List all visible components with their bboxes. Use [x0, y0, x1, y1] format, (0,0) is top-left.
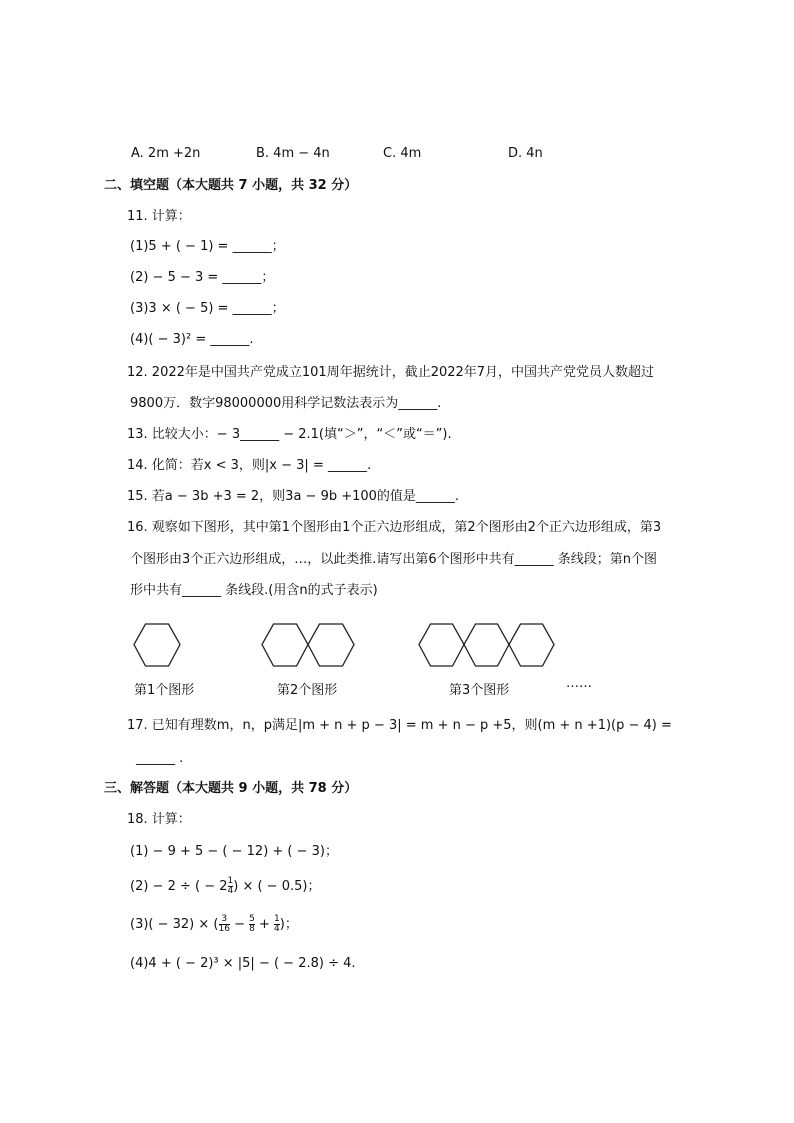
option-d: D. 4n	[508, 146, 543, 161]
hexagon-fig3-2	[464, 624, 509, 666]
fig1-label: 第1个图形	[134, 683, 195, 698]
option-c: C. 4m	[383, 146, 422, 161]
q16-line2: 个图形由3个正六边形组成，…，以此类推.请写出第6个图形中共有______ 条线段；第n个图	[130, 552, 658, 567]
q13: 13. 比较大小：− 3______ − 2.1(填“＞”，“＜”或“＝”).	[127, 427, 452, 442]
q11-part4: (4)( − 3)² = ______.	[130, 332, 254, 347]
q18-part2	[130, 877, 320, 896]
mixed-fraction: $\frac{1}{4}$	[227, 876, 234, 896]
hexagon-fig3-1	[419, 624, 464, 666]
q18-part1: (1) − 9 + 5 − ( − 12) + ( − 3)；	[130, 844, 339, 859]
fig3-label: 第3个图形	[449, 683, 510, 698]
fraction-3-16: $\frac{3}{16}$	[218, 914, 230, 934]
ellipsis: ……	[566, 676, 592, 691]
section-3-title: 三、解答题（本大题共 9 小题，共 78 分）	[104, 781, 358, 796]
q11-part2: (2) − 5 − 3 = ______；	[130, 270, 275, 285]
q11-stem: 11. 计算：	[127, 209, 191, 224]
q12-line2: 9800万．数字98000000用科学记数法表示为______.	[130, 396, 442, 411]
hexagon-fig1	[134, 624, 180, 666]
option-a: A. 2m +2n	[131, 146, 201, 161]
q12-line1: 12. 2022年是中国共产党成立101周年据统计，截止2022年7月，中国共产党党员人数超过	[127, 365, 655, 380]
q16-line1: 16. 观察如下图形，其中第1个图形由1个正六边形组成，第2个图形由2个正六边形组成，第3	[127, 520, 662, 535]
fig2-label: 第2个图形	[277, 683, 338, 698]
hexagon-fig3-3	[509, 624, 554, 666]
fraction-1-4: $\frac{1}{4}$	[274, 914, 280, 934]
option-b: B. 4m − 4n	[256, 146, 330, 161]
q18-part2-pre: (2) − 2 ÷ ( − 2	[130, 879, 228, 894]
q14: 14. 化简：若x < 3，则|x − 3| = ______.	[127, 458, 372, 473]
section-2-title: 二、填空题（本大题共 7 小题，共 32 分）	[104, 178, 358, 193]
q15: 15. 若a − 3b +3 = 2，则3a − 9b +100的值是______.	[127, 489, 460, 504]
q18-part3: (3)( − 32) × ( $\frac{3}{16}$ − $\frac{5}{8}$ + $\frac{1}{4}$ )；	[130, 914, 298, 934]
q16-line3: 形中共有______ 条线段.(用含n的式子表示)	[130, 583, 378, 598]
q17-line2: ______ .	[136, 751, 184, 766]
fraction-5-8: $\frac{5}{8}$	[249, 914, 255, 934]
hexagon-figures	[0, 610, 794, 700]
hexagon-fig2-2	[308, 624, 354, 666]
q18-stem: 18. 计算：	[127, 812, 191, 827]
q17-line1: 17. 已知有理数m，n，p满足|m + n + p − 3| = m + n − p +5，则(m + n +1)(p − 4) =	[127, 718, 672, 733]
q18-part4: (4)4 + ( − 2)³ × |5| − ( − 2.8) ÷ 4.	[130, 956, 356, 971]
hexagon-fig2-1	[262, 624, 308, 666]
q11-part3: (3)3 × ( − 5) = ______；	[130, 301, 285, 316]
q18-part2-post: ) × ( − 0.5)；	[233, 879, 321, 894]
q11-part1: (1)5 + ( − 1) = ______；	[130, 239, 285, 254]
